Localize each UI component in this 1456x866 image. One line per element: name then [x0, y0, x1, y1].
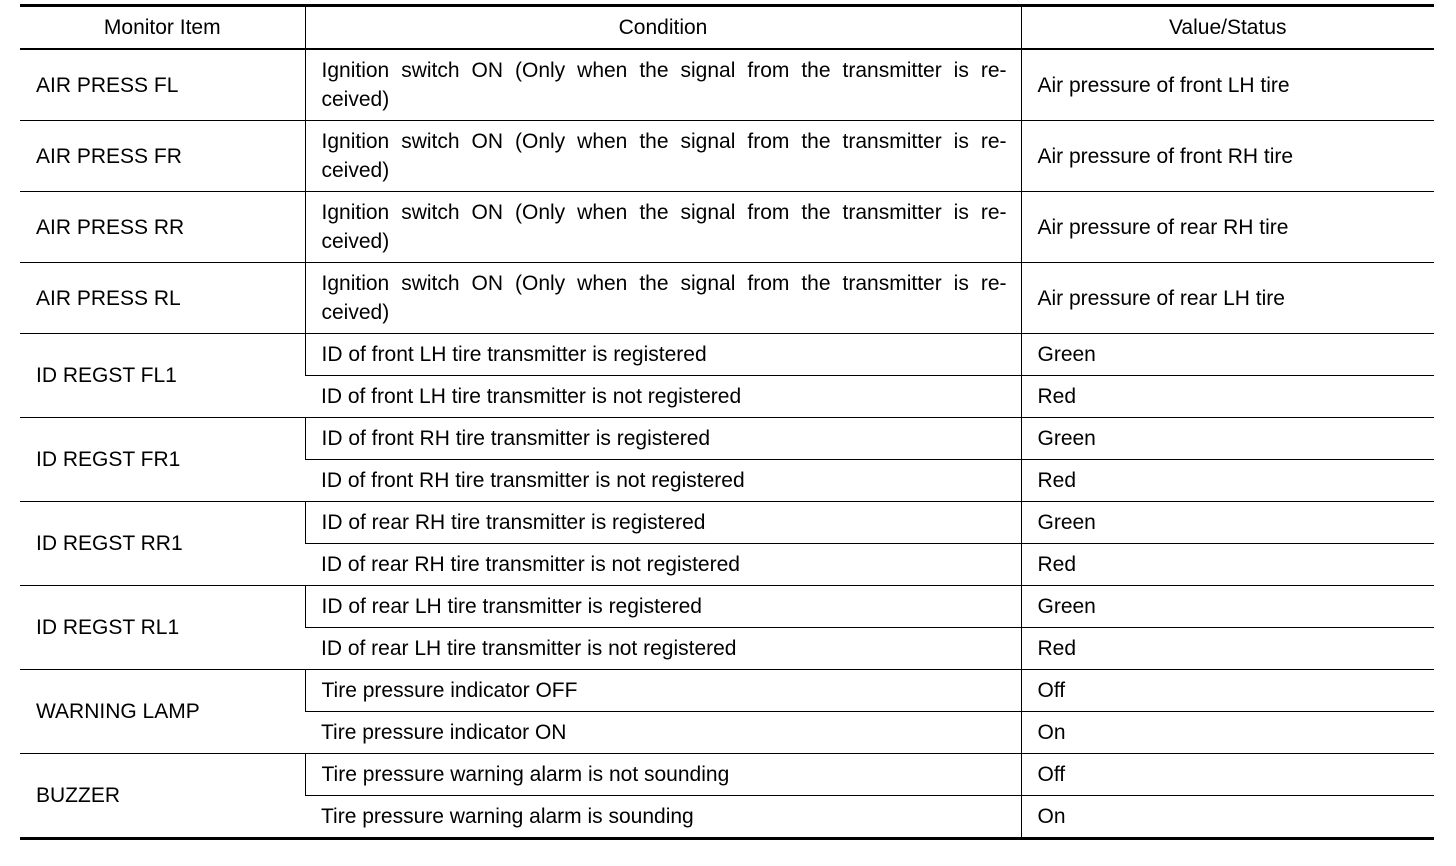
monitor-item-cell: ID REGST FR1 [20, 418, 305, 502]
monitor-item-cell: AIR PRESS RR [20, 192, 305, 263]
condition-cell: Tire pressure indicator ON [305, 712, 1021, 754]
monitor-item-cell: AIR PRESS FL [36, 73, 179, 97]
monitor-item-cell: BUZZER [20, 754, 305, 839]
value-status-cell: Green [1021, 418, 1434, 460]
condition-cell: ID of front LH tire transmitter is not registered [305, 376, 1021, 418]
condition-cell: Tire pressure indicator OFF [305, 670, 1021, 712]
condition-cell: ID of front RH tire transmitter is not registered [305, 460, 1021, 502]
condition-cell: ID of rear RH tire transmitter is registered [305, 502, 1021, 544]
table-row [20, 754, 1434, 796]
table-row [20, 502, 1434, 544]
condition-cell: Ignition switch ON (Only when the signal from the transmitter is re-ceived) [305, 192, 1021, 263]
value-status-cell: Red [1021, 544, 1434, 586]
condition-cell: ID of rear RH tire transmitter is not registered [305, 544, 1021, 586]
value-status-cell: On [1021, 796, 1434, 839]
value-status-cell: Green [1021, 586, 1434, 628]
value-status-cell: Red [1021, 628, 1434, 670]
table-row [20, 263, 1434, 334]
table-row [20, 49, 1434, 121]
table-row [20, 121, 1434, 192]
header-monitor-item: Monitor Item [20, 6, 305, 50]
table-row [20, 334, 1434, 376]
condition-cell: ID of rear LH tire transmitter is not registered [305, 628, 1021, 670]
condition-cell: Tire pressure warning alarm is not sounding [305, 754, 1021, 796]
value-status-cell: Off [1021, 754, 1434, 796]
monitor-item-cell: ID REGST RR1 [20, 502, 305, 586]
value-status-cell: Green [1021, 502, 1434, 544]
value-status-cell: On [1021, 712, 1434, 754]
header-condition: Condition [305, 6, 1021, 50]
monitor-item-cell: AIR PRESS RL [20, 263, 305, 334]
table-row [20, 670, 1434, 712]
value-status-cell: Air pressure of rear RH tire [1021, 192, 1434, 263]
value-status-cell: Air pressure of front RH tire [1021, 121, 1434, 192]
header-row [20, 6, 1434, 50]
table-row [20, 586, 1434, 628]
condition-cell: Ignition switch ON (Only when the signal from the transmitter is re-ceived) [305, 263, 1021, 334]
value-status-cell: Air pressure of rear LH tire [1021, 263, 1434, 334]
monitor-item-table [20, 4, 1434, 840]
value-status-cell: Off [1021, 670, 1434, 712]
condition-cell: Ignition switch ON (Only when the signal from the transmitter is re-ceived) [305, 121, 1021, 192]
value-status-cell: Green [1021, 334, 1434, 376]
value-status-cell: Red [1021, 460, 1434, 502]
condition-cell: Tire pressure warning alarm is sounding [305, 796, 1021, 839]
value-status-cell: Red [1021, 376, 1434, 418]
condition-cell: ID of rear LH tire transmitter is registered [305, 586, 1021, 628]
condition-cell: ID of front LH tire transmitter is registered [305, 334, 1021, 376]
value-status-cell: Air pressure of front LH tire [1021, 49, 1434, 121]
header-value-status: Value/Status [1021, 6, 1434, 50]
condition-cell: Ignition switch ON (Only when the signal from the transmitter is re-ceived) [305, 49, 1021, 121]
monitor-item-cell: ID REGST RL1 [20, 586, 305, 670]
monitor-item-cell: ID REGST FL1 [20, 334, 305, 418]
monitor-item-cell: WARNING LAMP [20, 670, 305, 754]
condition-cell: ID of front RH tire transmitter is registered [305, 418, 1021, 460]
table-row [20, 418, 1434, 460]
monitor-item-cell: AIR PRESS FR [20, 121, 305, 192]
table-row [20, 192, 1434, 263]
